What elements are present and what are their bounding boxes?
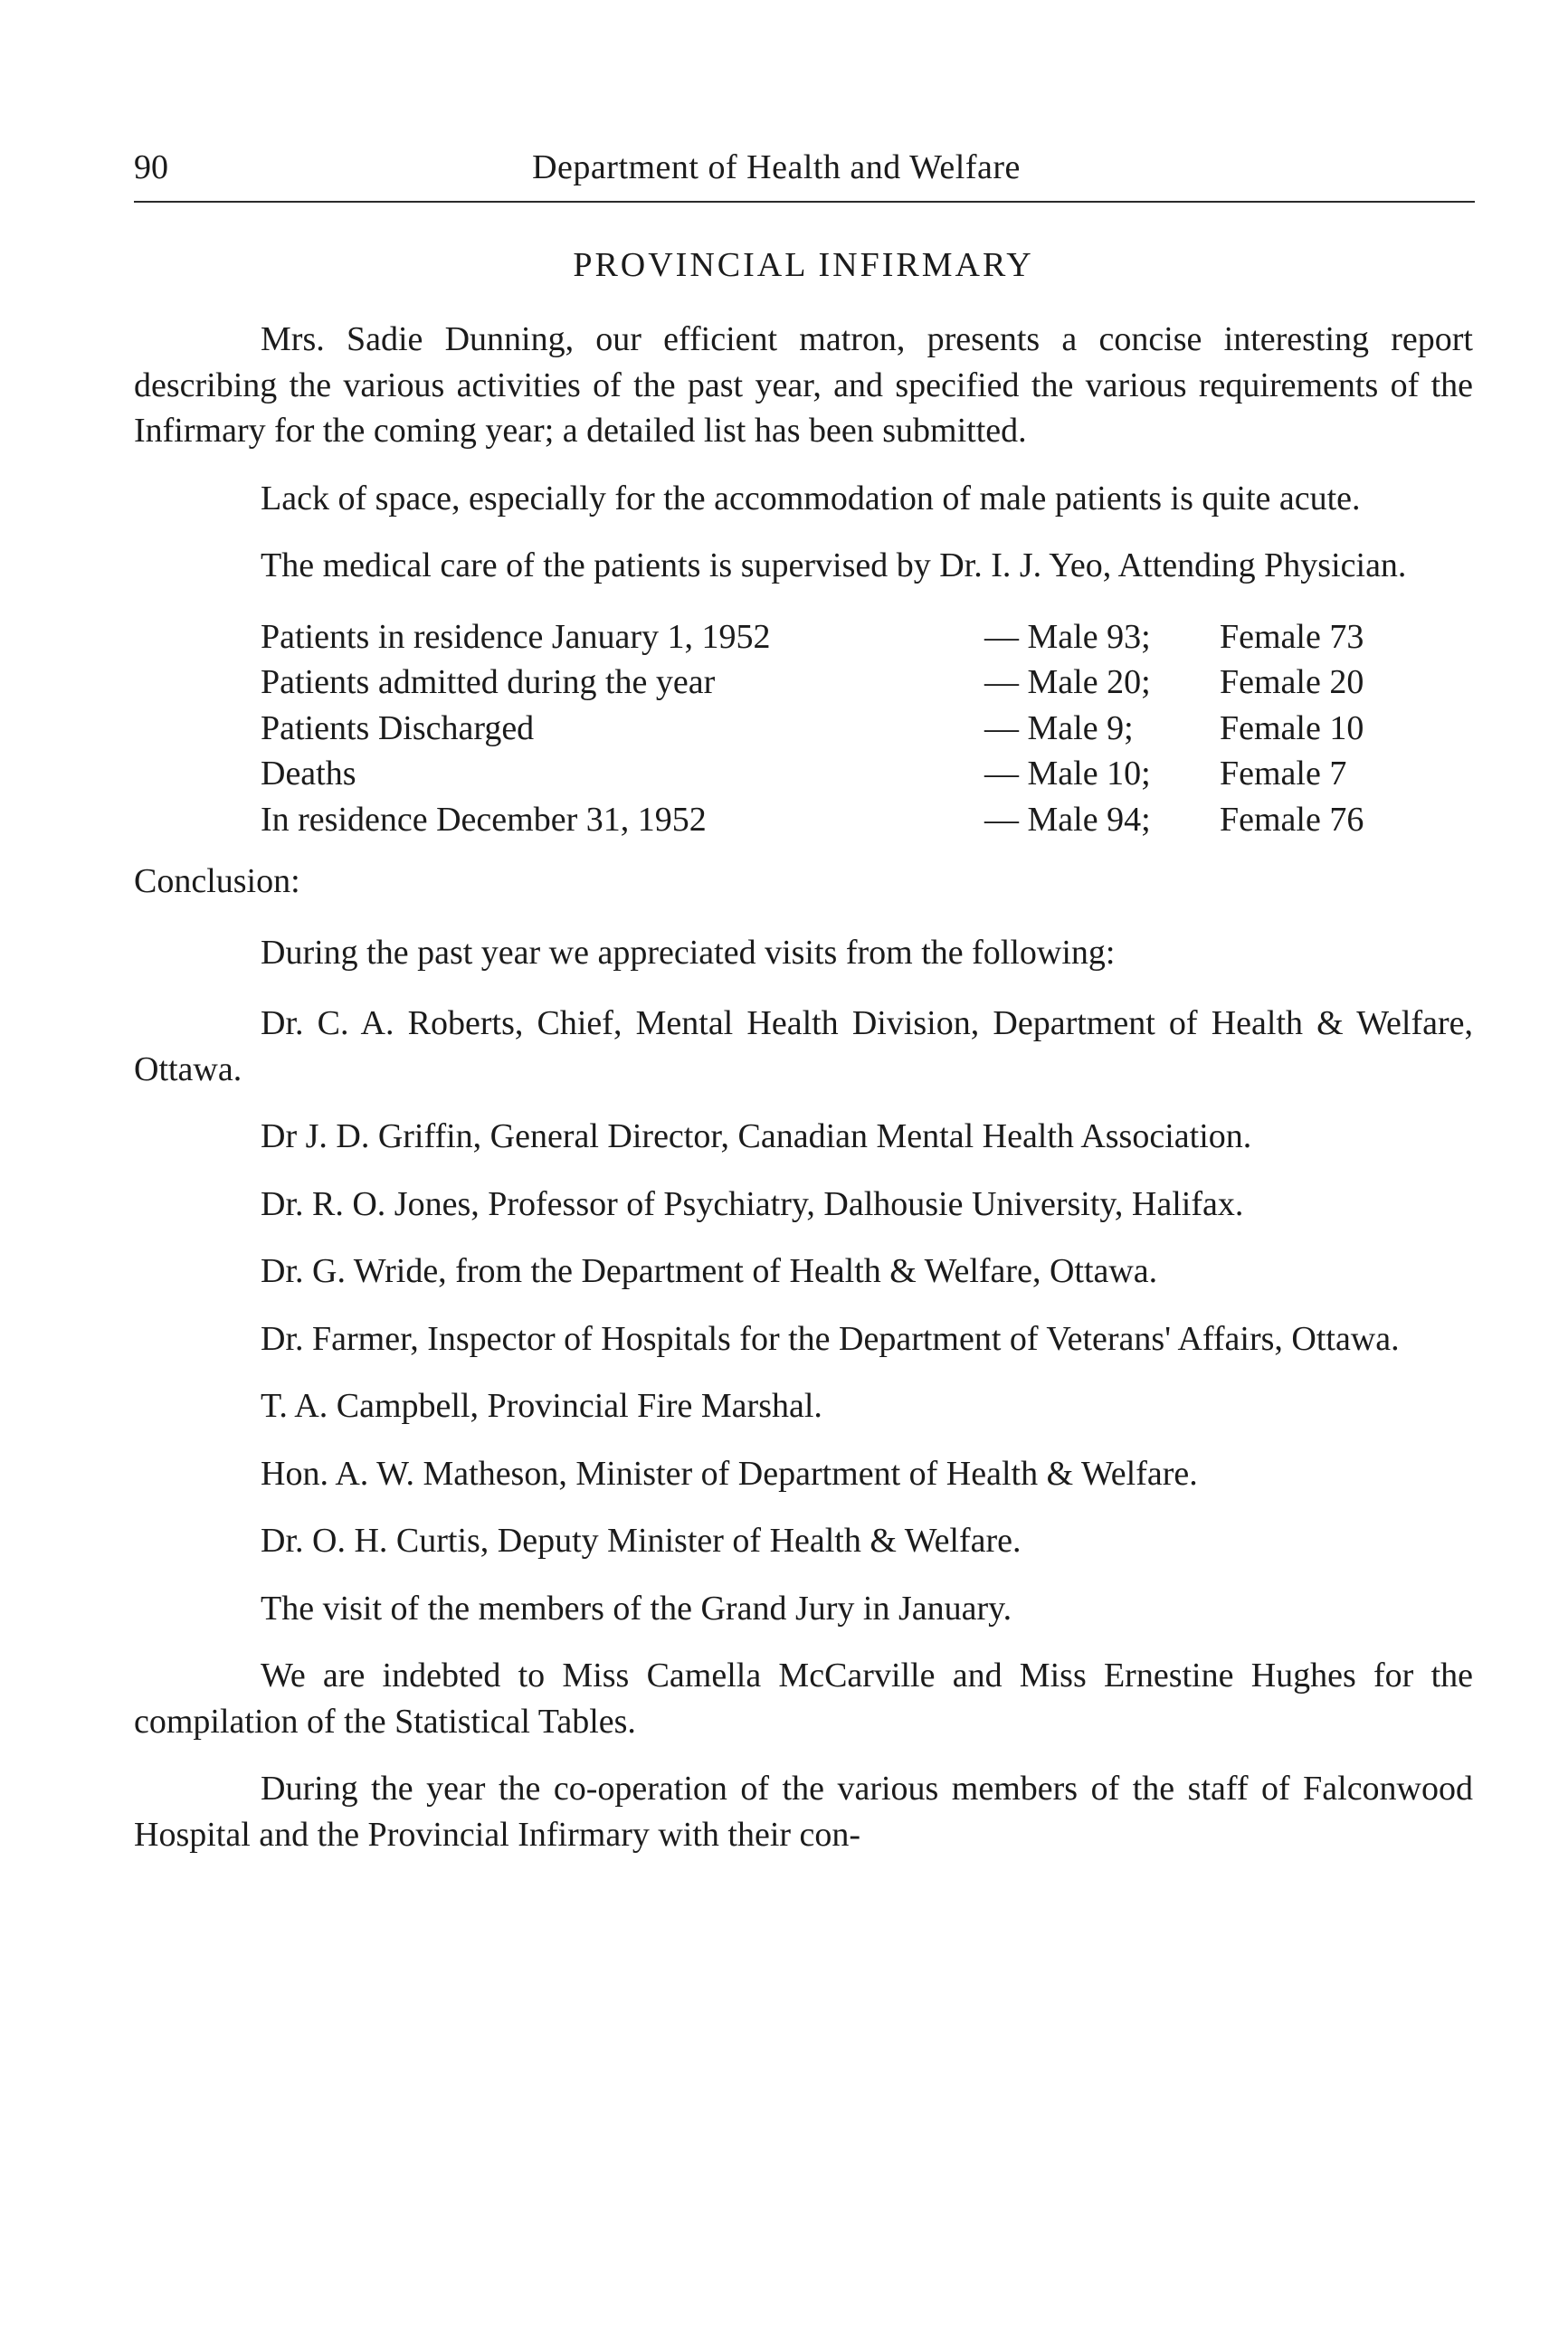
stat-row — [261, 660, 1473, 706]
patient-statistics — [261, 614, 1473, 843]
stat-label: Patients Discharged — [261, 708, 535, 747]
stat-male: — Male 10; — [984, 755, 1151, 793]
visitor-entry: Dr. G. Wride, from the Department of Health & Welfare, Ottawa. — [261, 1252, 1158, 1290]
page-number: 90 — [134, 148, 168, 186]
acknowledgement-paragraph: We are indebted to Miss Camella McCarville and Miss Ernestine Hughes for the compilation of the Statistical Tables. — [134, 1657, 1473, 1741]
stat-male: — Male 20; — [984, 663, 1151, 701]
stat-female: Female 10 — [1220, 708, 1364, 747]
stat-row — [261, 614, 1473, 660]
visitor-entry: T. A. Campbell, Provincial Fire Marshal. — [261, 1387, 822, 1425]
stat-male: — Male 93; — [984, 617, 1151, 656]
body-text — [134, 317, 1473, 1857]
stat-female: Female 76 — [1220, 800, 1364, 839]
stat-label: Deaths — [261, 755, 356, 793]
visitor-entry: Dr. C. A. Roberts, Chief, Mental Health Division, Department of Health & Welfare, Ottawa. — [134, 1004, 1473, 1088]
visits-intro-paragraph: During the past year we appreciated visits from the following: — [261, 933, 1116, 972]
visitor-entry: The visit of the members of the Grand Jury in January. — [261, 1589, 1012, 1628]
stat-male: — Male 94; — [984, 800, 1151, 839]
running-title: Department of Health and Welfare — [532, 148, 1021, 186]
visitor-entry: Dr. O. H. Curtis, Deputy Minister of Health & Welfare. — [261, 1522, 1022, 1560]
visitor-entry: Dr. R. O. Jones, Professor of Psychiatry, Dalhousie University, Halifax. — [261, 1184, 1244, 1223]
intro-paragraph: Mrs. Sadie Dunning, our efficient matron, presents a concise interesting report describing the various activities of the past year, and specified the various requirements of the Infirmary for the coming year; a detailed list has been submitted. — [134, 320, 1473, 450]
stat-row — [261, 751, 1473, 797]
stat-label: Patients admitted during the year — [261, 663, 716, 701]
stat-row — [261, 797, 1473, 843]
stat-label: In residence December 31, 1952 — [261, 800, 707, 839]
page-header — [134, 145, 1473, 190]
header-rule — [134, 201, 1475, 203]
cooperation-paragraph: During the year the co-operation of the various members of the staff of Falconwood Hospital and the Provincial Infirmary with their con- — [134, 1770, 1473, 1854]
medical-care-paragraph: The medical care of the patients is supervised by Dr. I. J. Yeo, Attending Physician. — [261, 546, 1407, 584]
stat-row — [261, 706, 1473, 752]
stat-female: Female 20 — [1220, 663, 1364, 701]
section-title: PROVINCIAL INFIRMARY — [573, 246, 1034, 284]
visitor-entry: Dr. Farmer, Inspector of Hospitals for the Department of Veterans' Affairs, Ottawa. — [261, 1319, 1400, 1358]
stat-label: Patients in residence January 1, 1952 — [261, 617, 771, 656]
visitor-entry: Dr J. D. Griffin, General Director, Canadian Mental Health Association. — [261, 1117, 1252, 1155]
stat-female: Female 73 — [1220, 617, 1364, 656]
stat-male: — Male 9; — [984, 708, 1134, 747]
space-paragraph: Lack of space, especially for the accommodation of male patients is quite acute. — [261, 479, 1361, 517]
stat-female: Female 7 — [1220, 755, 1347, 793]
visitor-entry: Hon. A. W. Matheson, Minister of Department of Health & Welfare. — [261, 1454, 1198, 1493]
conclusion-label: Conclusion: — [134, 862, 300, 900]
